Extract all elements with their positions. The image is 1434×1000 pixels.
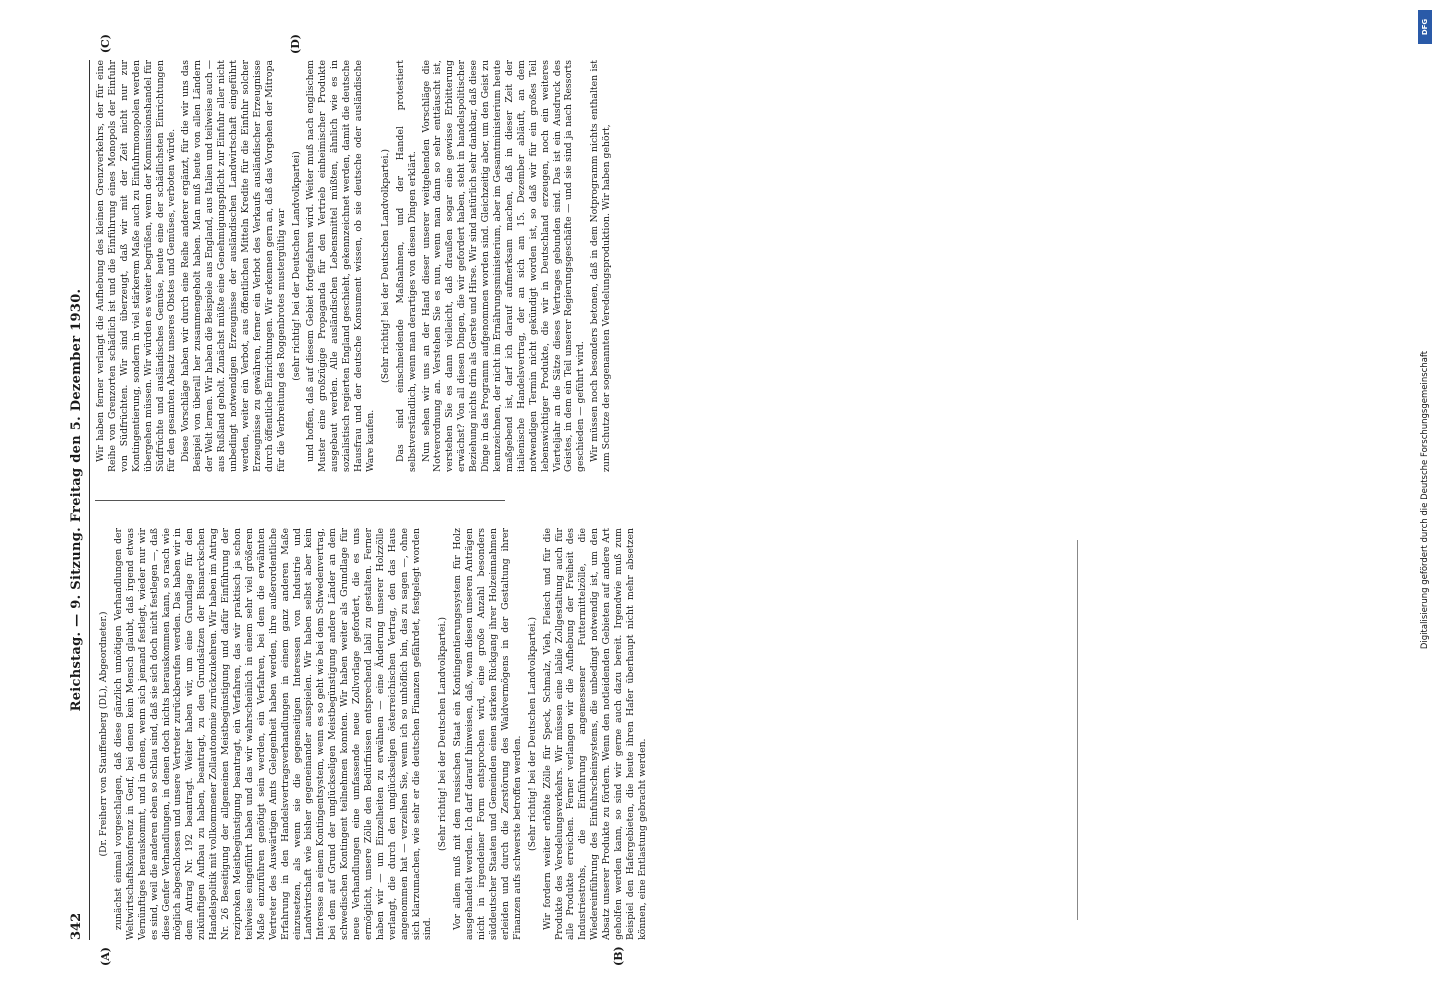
- interjection: (Sehr richtig! bei der Deutschen Landvolkpartei.): [437, 617, 449, 852]
- paragraph: Wir müssen noch besonders betonen, daß in dem Notprogramm nichts enthalten ist zum Schutze der sogenannten Veredelungsproduktion. Wir haben gehört,: [589, 60, 613, 472]
- interjection: (Sehr richtig! bei der Deutschen Landvolkpartei.): [379, 149, 391, 384]
- margin-mark-a: (A): [99, 947, 112, 966]
- header-rule: [89, 60, 90, 940]
- margin-mark-b: (B): [612, 946, 625, 966]
- page-header: [67, 60, 87, 940]
- margin-mark-d: (D): [289, 34, 302, 54]
- dfg-logo-text: DFG: [1421, 18, 1429, 36]
- column-divider: [95, 500, 505, 501]
- end-rule: [1077, 540, 1078, 920]
- margin-mark-c: (C): [99, 34, 112, 54]
- left-column: [95, 528, 651, 940]
- paragraph: Wir fordern weiter erhöhte Zölle für Speck, Schmalz, Vieh, Fleisch und für die Produkte des Veredelungsverkehrs. Wir müssen eine labile Zollgestaltung auch für alle Produkte erreichen. Ferner verlangen wir die Aufhebung der Freiheit des Industriestrohs, die Einführung angemessener Futtermittelzölle, die Wiedereinführung des Einfuhrscheinsystems, die unbedingt notwendig ist, um den Absatz unserer Produkte zu fördern. Wenn den notleidenden Gebieten auf andere Art geholfen werden kann, so sind wir gerne auch dazu bereit. Irgendwie muß zum Beispiel den Hafergebieten, die heute ihren Hafer überhaupt nicht mehr absetzen können, eine Entlastung gebracht werden.: [541, 528, 648, 940]
- paragraph: und hoffen, daß auf diesem Gebiet fortgefahren wird. Weiter muß nach englischem Muster eine großzügige Propaganda für den Vertrieb einheimischer Produkte ausgebaut werden. Alle ausländischen Lebensmittel müßten, ähnlich wie es in sozialistisch regierten England geschieht, gekennzeichnet werden, damit die deutsche Hausfrau und der deutsche Konsument wissen, ob sie deutsche oder ausländische Ware kaufen.: [305, 60, 376, 472]
- paragraph: zunächst einmal vorgeschlagen, daß diese gänzlich unnötigen Verhandlungen der Weltwirtschaftskonferenz in Genf, bei denen kein Mensch glaubt, daß irgend etwas Vernünftiges herauskommt, und in denen, wenn sich jemand festlegt, wieder nur wir es sind, weil die anderen eben so schlau sind, daß sie sich doch nicht festlegen —, daß diese Genfer Verhandlungen, in denen doch nichts herauskommen kann, so rasch wie möglich abgeschlossen und unsere Vertreter zurückberufen werden. Das haben wir in dem Antrag Nr. 192 beantragt. Weiter haben wir, um eine Grundlage für den zukünftigen Aufbau zu haben, beantragt, zu den Grundsätzen der Bismarckschen Handelspolitik mit vollkommener Zollautonomie zurückzukehren. Wir haben im Antrag Nr. 26 Beseitigung der allgemeinen Meistbegünstigung und dafür Einführung der reziproken Meistbegünstigung beantragt, ein Verfahren, das wir praktisch ja schon teilweise eingeführt haben und das wir wahrscheinlich in einem sehr viel größeren Maße einzuführen genötigt sein werden, ein Verfahren, bei dem die erwähnten Vertreter des Auswärtigen Amts Gelegenheit haben werden, ihre außerordentliche Erfahrung in den Handelsvertragsverhandlungen in einem ganz anderen Maße einzusetzen, als wenn sie die gegenseitigen Interessen von Industrie und Landwirtschaft wie bisher gegeneinander ausspielen. Wir haben selbst aber kein Interesse an einem Kontingentsystem, wenn es so geht wie bei dem Schwedenvertrag, bei dem auf Grund der unglückseligen Meistbegünstigung andere Länder an dem schwedischen Kontingent teilnehmen konnten. Wir haben weiter als Grundlage für neue Verhandlungen eine umfassende neue Zollvorlage gefordert, die es uns ermöglicht, unsere Zölle den Bedürfnissen entsprechend labil zu gestalten. Ferner haben wir — um Einzelheiten zu erwähnen — eine Änderung unserer Holzzölle verlangt, die durch den unglückseligen österreichischen Vertrag, den das Haus angenommen hat — verzeihen Sie, wenn ich so unhöflich bin, das zu sagen —, ohne sich klarzumachen, wie sehr er die deutschen Finanzen gefährdet, festgelegt worden sind.: [112, 528, 434, 940]
- interjection: (Sehr richtig! bei der Deutschen Landvolkpartei.): [526, 617, 538, 852]
- digitization-credit: Digitalisierung gefördert durch die Deutsche Forschungsgemeinschaft: [1420, 350, 1430, 650]
- paragraph: Diese Vorschläge haben wir durch eine Reihe anderer ergänzt, für die wir uns das Beispiel von überall her zusammengeholt haben. Man muß heute von allen Ländern der Welt lernen. Wir haben die Beispiele aus England, aus Italien und teilweise auch — aus Rußland geholt. Zunächst müßte eine Genehmigungspflicht zur Einfuhr aller nicht unbedingt notwendigen Erzeugnisse der ausländischen Landwirtschaft eingeführt werden, weiter ein Verbot, aus öffentlichen Mitteln Kredite für die Einfuhr solcher Erzeugnisse zu gewähren, ferner ein Verbot des Verkaufs ausländischer Erzeugnisse durch öffentliche Einrichtungen. Wir erkennen gern an, daß das Vorgehen der Mitropa für die Verbreitung des Roggenbrotes mustergültig war: [180, 60, 287, 472]
- dfg-logo: [1418, 10, 1432, 44]
- paragraph: Nun sehen wir uns an der Hand dieser unserer weitgehenden Vorschläge die Notverordnung an. Verstehen Sie es nun, wenn man dann so sehr enttäuscht ist, verstehen Sie es dann vielleicht, daß draußen sogar eine gewisse Erbitterung erwächst? Von all diesen Dingen, die wir gefordert haben, steht in handelspolitischer Beziehung nichts drin als Gerste und Hirse. Wir sind natürlich sehr dankbar, daß diese Dinge in das Programm aufgenommen worden sind. Gleichzeitig aber, um den Geist zu kennzeichnen, der nicht im Ernährungsministerium, aber im Gesamtministerium heute maßgebend ist, darf ich darauf aufmerksam machen, daß in dieser Zeit der italienische Handelsvertrag, der an sich am 15. Dezember abläuft, an dem notwendigen Termin nicht gekündigt worden ist, so daß wir für ein großes Teil lebenswichtiger Produkte, die wir in Deutschland erzeugen, noch ein weiteres Vierteljahr an die Sätze dieses Vertrages gebunden sind. Das ist ein Ausdruck des Geistes, in dem ein Teil unserer Regierungsgeschäfte — und sie sind ja nach Ressorts geschieden — geführt wird.: [420, 60, 587, 472]
- document-page: [67, 34, 1367, 966]
- paragraph: Das sind einschneidende Maßnahmen, und der Handel protestiert selbstverständlich, wenn man derartiges von diesen Dingen erklärt.: [394, 60, 418, 472]
- interjection: (Dr. Freiherr von Stauffenberg (DL), Abgeordneter.): [98, 611, 109, 857]
- page-title: Reichstag. — 9. Sitzung. Freitag den 5. Dezember 1930.: [69, 288, 84, 712]
- interjection: (sehr richtig! bei der Deutschen Landvolkpartei): [290, 151, 302, 381]
- right-column: [95, 60, 615, 472]
- page-number: 342: [69, 912, 84, 940]
- paragraph: Vor allem muß mit dem russischen Staat ein Kontingentierungssystem für Holz ausgehandelt werden. Ich darf darauf hinweisen, daß, wenn diesen unseren Anträgen nicht in irgendeiner Form entsprochen wird, eine große Anzahl besonders süddeutscher Staaten und Gemeinden einen starken Rückgang ihrer Holzeinnahmen erleiden und durch die Zerstörung des Waldvermögens in der Gestaltung ihrer Finanzen aufs schwerste betroffen werden.: [452, 528, 523, 940]
- paragraph: Wir haben ferner verlangt die Aufhebung des kleinen Grenzverkehrs, der für eine Reihe von Grenzorten schädlich ist und die Einführung eines Monopols der Einfuhr von Südfrüchten. Wir sind überzeugt, daß wir mit der Zeit nicht nur zur Kontingentierung, sondern in viel stärkerem Maße auch zu Einfuhrmonopolen werden übergehen müssen. Wir würden es weiter begrüßen, wenn der Kommissionshandel für Südfrüchte und ausländisches Gemüse, heute eine der schädlichsten Einrichtungen für den gesamten Absatz unseres Obstes und Gemüses, verboten würde.: [95, 60, 178, 472]
